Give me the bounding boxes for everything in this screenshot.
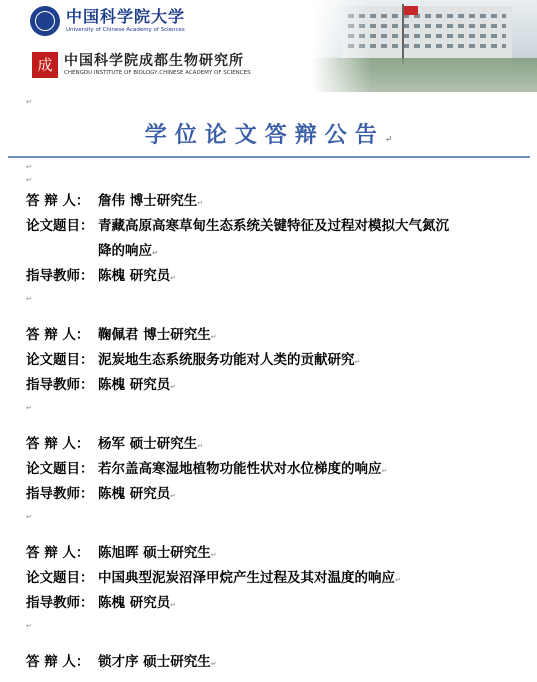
respondent-label: 答 辩 人： [26, 436, 90, 452]
return-mark: ↵ [395, 576, 401, 584]
respondent-label: 答 辩 人： [26, 193, 90, 209]
thesis-title-continuation: 降的响应 [98, 243, 152, 259]
thesis-title-value: 中国典型泥炭沼泽甲烷产生过程及其对温度的响应 [98, 570, 395, 586]
thesis-title-value: 青藏高原高寒草甸生态系统关键特征及过程对模拟大气氮沉 [98, 218, 449, 234]
respondent-value: 鞠佩君 博士研究生 [98, 327, 211, 343]
advisor-value: 陈槐 研究员 [98, 377, 171, 393]
respondent-value: 詹伟 博士研究生 [98, 193, 198, 209]
return-mark: ↵ [170, 274, 177, 282]
return-mark: ↵ [354, 358, 361, 366]
defense-entry [26, 541, 526, 616]
paragraph-mark: ↵ [26, 622, 32, 630]
paragraph-mark: ↵ [26, 513, 32, 521]
respondent-label: 答 辩 人： [26, 545, 90, 561]
defense-entry [26, 323, 526, 398]
advisor-label: 指导教师： [26, 595, 94, 611]
flag-icon [404, 6, 418, 15]
respondent-value: 锁才序 硕士研究生 [98, 654, 211, 670]
cib-stamp-icon: 成 [32, 52, 58, 78]
thesis-title-label: 论文题目： [26, 570, 94, 586]
return-mark: ↵ [210, 660, 217, 668]
return-mark: ↵ [170, 601, 177, 609]
ucas-logo [30, 6, 185, 36]
advisor-label: 指导教师： [26, 486, 94, 502]
paragraph-mark: ↵ [26, 163, 32, 171]
paragraph-mark: ↵ [26, 98, 32, 106]
advisor-label: 指导教师： [26, 377, 94, 393]
return-mark: ↵ [152, 249, 158, 257]
advisor-label: 指导教师： [26, 268, 94, 284]
title-divider [8, 156, 530, 158]
respondent-value: 杨军 硕士研究生 [98, 436, 198, 452]
respondent-label: 答 辩 人： [26, 654, 90, 670]
defense-entry [26, 432, 526, 507]
return-mark: ↵ [381, 467, 388, 475]
defense-entry [26, 189, 526, 289]
cib-name-en: CHENGDU INSTITUTE OF BIOLOGY,CHINESE ACADEMY OF SCIENCES [64, 70, 251, 76]
page-title [0, 118, 537, 149]
paragraph-mark: ↵ [26, 176, 32, 184]
defense-list [26, 189, 526, 675]
return-mark: ↵ [210, 333, 217, 341]
return-mark: ↵ [210, 551, 217, 559]
defense-entry [26, 650, 526, 675]
return-mark: ↵ [170, 383, 177, 391]
respondent-value: 陈旭晖 硕士研究生 [98, 545, 211, 561]
paragraph-mark: ↵ [26, 404, 32, 412]
ucas-seal-icon [30, 6, 60, 36]
cib-name-cn: 中国科学院成都生物研究所 [64, 53, 244, 69]
advisor-value: 陈槐 研究员 [98, 268, 171, 284]
thesis-title-label: 论文题目： [26, 352, 94, 368]
letterhead [0, 0, 537, 98]
return-mark: ↵ [170, 492, 177, 500]
thesis-title-value: 若尔盖高寒湿地植物功能性状对水位梯度的响应 [98, 461, 382, 477]
thesis-title-label: 论文题目： [26, 461, 94, 477]
cib-logo [32, 52, 251, 78]
title-text: 学位论文答辩公告 [144, 122, 385, 148]
thesis-title-value: 泥炭地生态系统服务功能对人类的贡献研究 [98, 352, 355, 368]
thesis-title-label: 论文题目： [26, 218, 94, 234]
advisor-value: 陈槐 研究员 [98, 486, 171, 502]
return-mark: ↵ [197, 442, 204, 450]
ucas-name-cn: 中国科学院大学 [66, 7, 186, 26]
advisor-value: 陈槐 研究员 [98, 595, 171, 611]
return-mark: ↵ [384, 135, 393, 145]
campus-photo [312, 0, 537, 92]
return-mark: ↵ [197, 199, 204, 207]
ucas-name-en: University of Chinese Academy of Sciences [66, 27, 185, 33]
respondent-label: 答 辩 人： [26, 327, 90, 343]
paragraph-mark: ↵ [26, 295, 32, 303]
